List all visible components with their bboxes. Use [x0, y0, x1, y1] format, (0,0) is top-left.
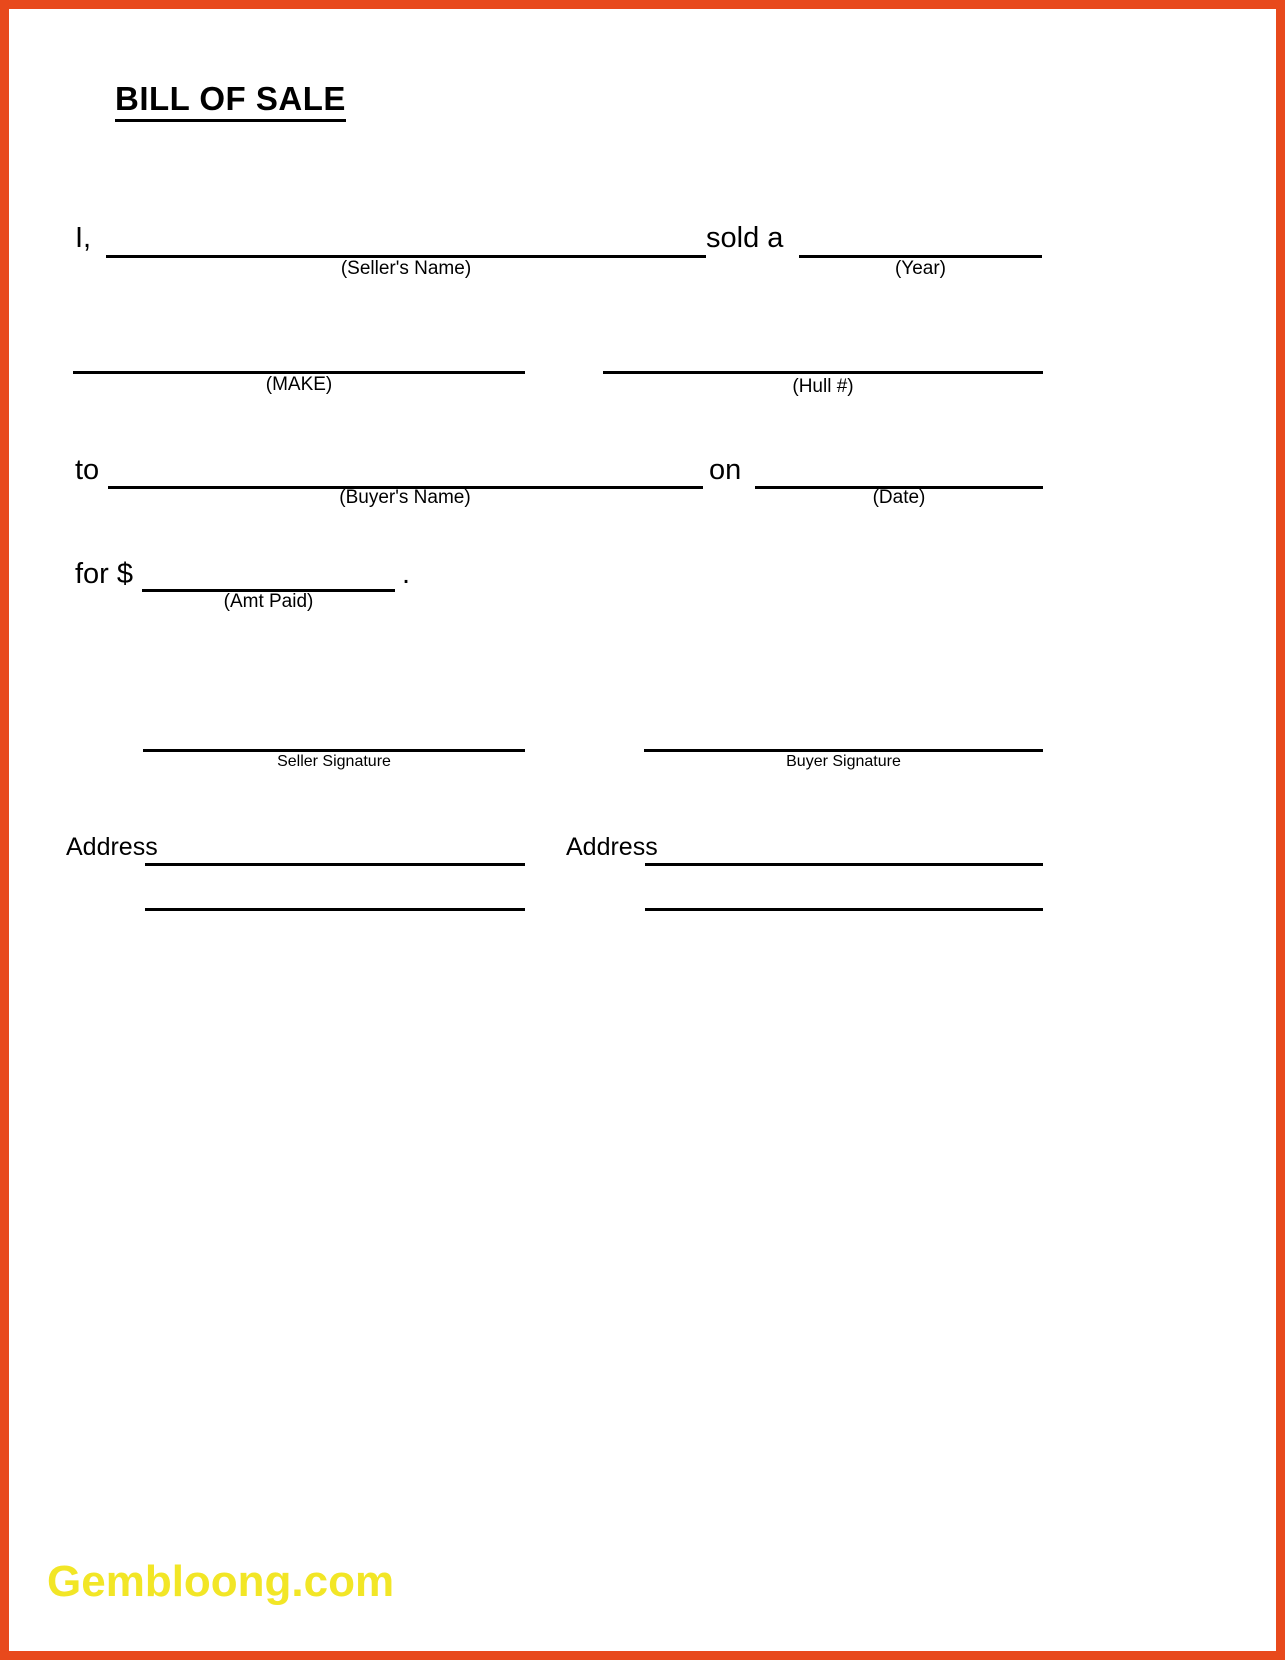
seller-name-caption: (Seller's Name): [340, 258, 472, 279]
buyer-name-caption: (Buyer's Name): [339, 487, 471, 508]
to-label: to: [75, 454, 100, 486]
sold-a-label: sold a: [706, 222, 784, 254]
i-label: I,: [75, 222, 92, 254]
for-amount-label: for $: [75, 558, 134, 590]
site-watermark: Gembloong.com: [47, 1557, 395, 1606]
amount-paid-caption: (Amt Paid): [223, 591, 314, 612]
buyer-signature-caption: Buyer Signature: [786, 753, 901, 770]
year-caption: (Year): [894, 258, 947, 279]
seller-signature-caption: Seller Signature: [277, 753, 391, 770]
seller-address-line1-field[interactable]: [145, 863, 525, 866]
on-label: on: [709, 454, 742, 486]
buyer-address-line2-field[interactable]: [645, 908, 1043, 911]
page-title: BILL OF SALE: [115, 81, 346, 122]
buyer-address-label: Address: [566, 833, 658, 861]
buyer-signature-field[interactable]: [644, 749, 1043, 752]
sentence-period: .: [402, 558, 411, 590]
seller-signature-field[interactable]: [143, 749, 525, 752]
document-sheet: [9, 9, 1276, 1651]
date-caption: (Date): [872, 487, 926, 508]
seller-address-label: Address: [66, 833, 158, 861]
buyer-address-line1-field[interactable]: [645, 863, 1043, 866]
hull-number-field[interactable]: [603, 371, 1043, 374]
make-caption: (MAKE): [265, 374, 333, 395]
seller-address-line2-field[interactable]: [145, 908, 525, 911]
hull-number-caption: (Hull #): [792, 376, 854, 397]
